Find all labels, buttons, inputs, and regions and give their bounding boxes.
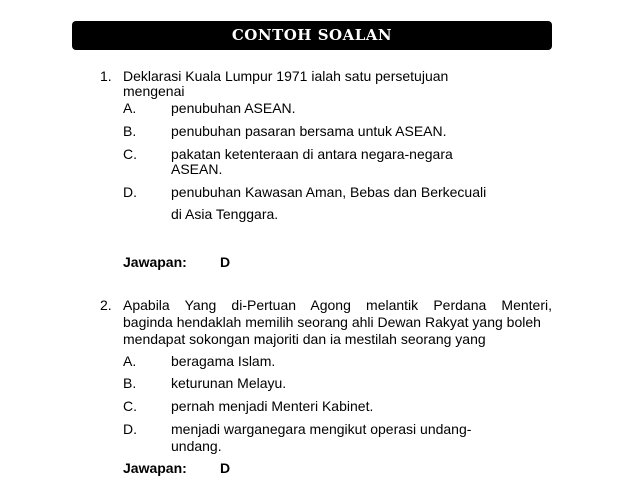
option-letter: C. bbox=[123, 146, 137, 162]
answer-label: Jawapan: bbox=[123, 460, 187, 476]
option-text: penubuhan Kawasan Aman, Bebas dan Berkecuali bbox=[171, 184, 487, 200]
option-text: pakatan ketenteraan di antara negara-negara bbox=[171, 146, 453, 162]
option-letter: D. bbox=[123, 421, 137, 437]
question-number: 1. bbox=[100, 68, 112, 84]
option-text: penubuhan pasaran bersama untuk ASEAN. bbox=[171, 123, 447, 139]
answer-label: Jawapan: bbox=[123, 254, 187, 270]
option-text: beragama Islam. bbox=[171, 353, 276, 369]
question-text-line: baginda hendaklah memilih seorang ahli Dewan Rakyat yang boleh bbox=[123, 314, 541, 330]
question-text-line: mengenai bbox=[123, 83, 185, 99]
answer-value: D bbox=[220, 460, 231, 476]
option-text: penubuhan ASEAN. bbox=[171, 100, 296, 116]
option-letter: B. bbox=[123, 375, 137, 391]
option-letter: C. bbox=[123, 398, 137, 414]
option-text: pernah menjadi Menteri Kabinet. bbox=[171, 398, 374, 414]
question-text-line: Apabila Yang di-Pertuan Agong melantik Perdana Menteri, bbox=[123, 297, 552, 313]
option-letter: D. bbox=[123, 184, 137, 200]
option-text: menjadi warganegara mengikut operasi undang- bbox=[171, 421, 472, 437]
option-text: undang. bbox=[171, 438, 222, 454]
section-title-banner: CONTOH SOALAN bbox=[72, 21, 552, 50]
option-letter: B. bbox=[123, 123, 137, 139]
option-letter: A. bbox=[123, 353, 137, 369]
option-text: keturunan Melayu. bbox=[171, 375, 287, 391]
question-text-line: mendapat sokongan majoriti dan ia mestilah seorang yang bbox=[123, 331, 486, 347]
answer-value: D bbox=[220, 254, 231, 270]
question-text-line: Deklarasi Kuala Lumpur 1971 ialah satu persetujuan bbox=[123, 68, 449, 84]
option-letter: A. bbox=[123, 100, 137, 116]
option-text: ASEAN. bbox=[171, 161, 223, 177]
question-number: 2. bbox=[100, 297, 112, 313]
option-text: di Asia Tenggara. bbox=[171, 206, 279, 222]
